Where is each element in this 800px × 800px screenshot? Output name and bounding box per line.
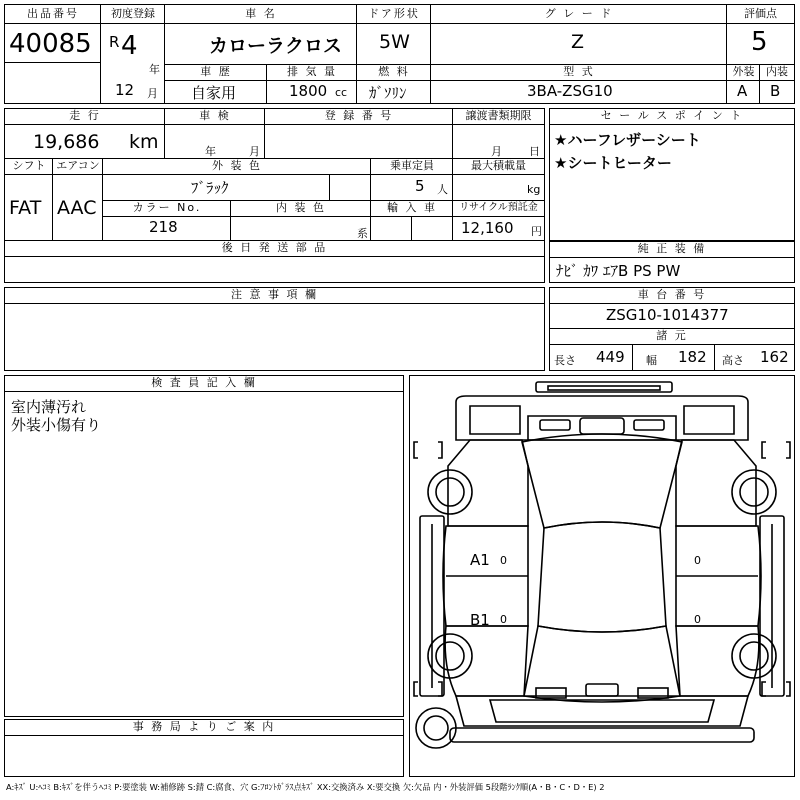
- chassis-label: 車 台 番 号: [550, 288, 794, 304]
- capacity-unit: 人: [437, 183, 448, 196]
- sales-point-1: ★ハーフレザーシート: [554, 131, 701, 149]
- ac-cell: [53, 159, 103, 241]
- reg-no-cell: [265, 109, 453, 159]
- inspection-month-unit: 月: [249, 145, 260, 158]
- shift: FAT: [9, 197, 42, 219]
- mileage: 19,686: [33, 131, 100, 153]
- recycle-cell: [453, 201, 544, 241]
- import-label: 輸 入 車: [371, 201, 453, 217]
- car-name-label: 車 名: [165, 7, 357, 24]
- reg-no-label: 登 録 番 号: [265, 109, 453, 125]
- transfer-cell: [453, 109, 544, 159]
- exterior-grade: A: [737, 82, 748, 100]
- capacity-label: 乗車定員: [371, 159, 453, 175]
- options-value: ﾅﾋﾞ ｶﾜ ｴｱB PS PW: [556, 262, 681, 280]
- first-reg-cell: [101, 5, 165, 103]
- displacement-label: 排 気 量: [267, 65, 357, 81]
- ac-label: エアコン: [53, 159, 103, 175]
- load-label: 最大積載量: [453, 159, 544, 175]
- mileage-label: 走 行: [5, 109, 165, 125]
- right-zero-1: 0: [694, 554, 701, 567]
- chassis-number: ZSG10-1014377: [606, 306, 729, 324]
- office-section: [4, 719, 404, 777]
- inspection-year-unit: 年: [205, 145, 216, 158]
- fuel-cell: [357, 65, 431, 103]
- transfer-day-unit: 日: [529, 145, 540, 158]
- grade-label: グ レ ー ド: [431, 7, 727, 24]
- car-name-cell: [165, 5, 357, 65]
- height: 162: [760, 348, 789, 366]
- damage-zero-a1: 0: [500, 554, 507, 567]
- length: 449: [596, 348, 625, 366]
- options-section: [549, 241, 795, 283]
- reg-month: 12: [115, 81, 135, 99]
- history-cell: [165, 65, 267, 103]
- inspection-cell: [165, 109, 265, 159]
- door-label: ドア形状: [357, 7, 431, 24]
- reg-year: 4: [121, 31, 138, 61]
- sales-point-2: ★シートヒーター: [554, 154, 672, 172]
- interior-grade: B: [770, 82, 781, 100]
- exterior-label: 外装: [727, 65, 760, 81]
- score: 5: [751, 27, 768, 57]
- color-label: 外 装 色: [103, 159, 371, 175]
- fuel-label: 燃 料: [357, 65, 431, 81]
- later-parts-cell: [5, 241, 544, 282]
- displacement-unit: cc: [335, 86, 348, 99]
- month-unit: 月: [147, 87, 158, 100]
- model-label: 型 式: [431, 65, 727, 81]
- exterior-cell: [727, 65, 760, 103]
- shift-label: シフト: [5, 159, 53, 175]
- car-diagram-section: [409, 375, 795, 777]
- legend: A:ｷｽﾞ U:ﾍｺﾐ B:ｷｽﾞを伴うﾍｺﾐ P:要塗装 W:補修跡 S:錆 C:腐食、穴 G:ﾌﾛﾝﾄｶﾞﾗｽ点ｷｽﾞ XX:交換済み X:要交換 欠:欠品 内・外装評価 5段階ﾗﾝｸ順(A・B・C・D・E) 2: [6, 782, 605, 792]
- score-cell: [727, 5, 794, 65]
- header-section: [4, 4, 795, 104]
- history-label: 車 歴: [165, 65, 267, 81]
- later-parts-label: 後 日 発 送 部 品: [5, 241, 544, 257]
- damage-zero-b1: 0: [500, 613, 507, 626]
- interior-color-cell: [231, 201, 371, 241]
- inspector-line-1: 室内薄汚れ: [11, 398, 87, 416]
- displacement: 1800: [289, 82, 328, 100]
- width-label: 幅: [646, 354, 657, 367]
- inspector-line-2: 外装小傷有り: [11, 416, 102, 434]
- lot-cell: [5, 5, 101, 103]
- history: 自家用: [191, 84, 237, 102]
- color-no-cell: [103, 201, 231, 241]
- first-reg-label: 初度登録: [101, 7, 165, 24]
- transfer-label: 譲渡書類期限: [453, 109, 544, 125]
- recycle-label: リサイクル預託金: [453, 201, 544, 217]
- damage-code-b1: B1: [470, 611, 490, 629]
- inspector-section: [4, 375, 404, 717]
- spec-label: 諸 元: [550, 328, 794, 345]
- color-cell: [103, 159, 371, 201]
- lot-label: 出品番号: [5, 7, 101, 24]
- vehicle-details-section: [4, 108, 545, 283]
- sales-points-section: [549, 108, 795, 241]
- chassis-section: [549, 287, 795, 371]
- recycle-unit: 円: [531, 225, 542, 238]
- length-label: 長さ: [554, 354, 576, 367]
- score-label: 評価点: [727, 7, 794, 24]
- shift-cell: [5, 159, 53, 241]
- displacement-cell: [267, 65, 357, 103]
- mileage-cell: [5, 109, 165, 159]
- capacity: 5: [415, 177, 425, 195]
- lot-number: 40085: [9, 29, 92, 59]
- color-no-label: カラー No.: [103, 201, 231, 217]
- height-label: 高さ: [722, 354, 744, 367]
- load-unit: kg: [527, 183, 541, 196]
- transfer-month-unit: 月: [491, 145, 502, 158]
- era: R: [109, 33, 120, 51]
- right-zero-2: 0: [694, 613, 701, 626]
- car-diagram: [410, 376, 794, 776]
- options-label: 純 正 装 備: [550, 242, 794, 258]
- year-unit: 年: [149, 63, 160, 76]
- model: 3BA-ZSG10: [527, 82, 613, 100]
- office-label: 事 務 局 よ り ご 案 内: [5, 720, 403, 736]
- door-type: 5W: [379, 31, 410, 53]
- interior-label: 内装: [760, 65, 794, 81]
- car-name: カローラクロス: [209, 35, 343, 57]
- width: 182: [678, 348, 707, 366]
- model-cell: [431, 65, 727, 103]
- recycle: 12,160: [461, 219, 514, 237]
- load-cell: [453, 159, 544, 201]
- sales-points-label: セ ー ル ス ポ イ ン ト: [550, 109, 794, 125]
- mileage-unit: km: [129, 131, 159, 153]
- notes-label: 注 意 事 項 欄: [5, 288, 544, 304]
- inspection-label: 車 検: [165, 109, 265, 125]
- interior-color-unit: 系: [357, 227, 368, 240]
- grade: Z: [571, 31, 585, 53]
- door-cell: [357, 5, 431, 65]
- interior-cell: [760, 65, 794, 103]
- interior-color-label: 内 装 色: [231, 201, 371, 217]
- notes-section: [4, 287, 545, 371]
- capacity-cell: [371, 159, 453, 201]
- inspector-label: 検 査 員 記 入 欄: [5, 376, 403, 392]
- grade-cell: [431, 5, 727, 65]
- color: ﾌﾞﾗｯｸ: [191, 179, 229, 197]
- ac: AAC: [57, 197, 97, 219]
- damage-code-a1: A1: [470, 551, 490, 569]
- color-no: 218: [149, 218, 178, 236]
- import-cell: [371, 201, 453, 241]
- fuel: ｶﾞｿﾘﾝ: [369, 84, 407, 102]
